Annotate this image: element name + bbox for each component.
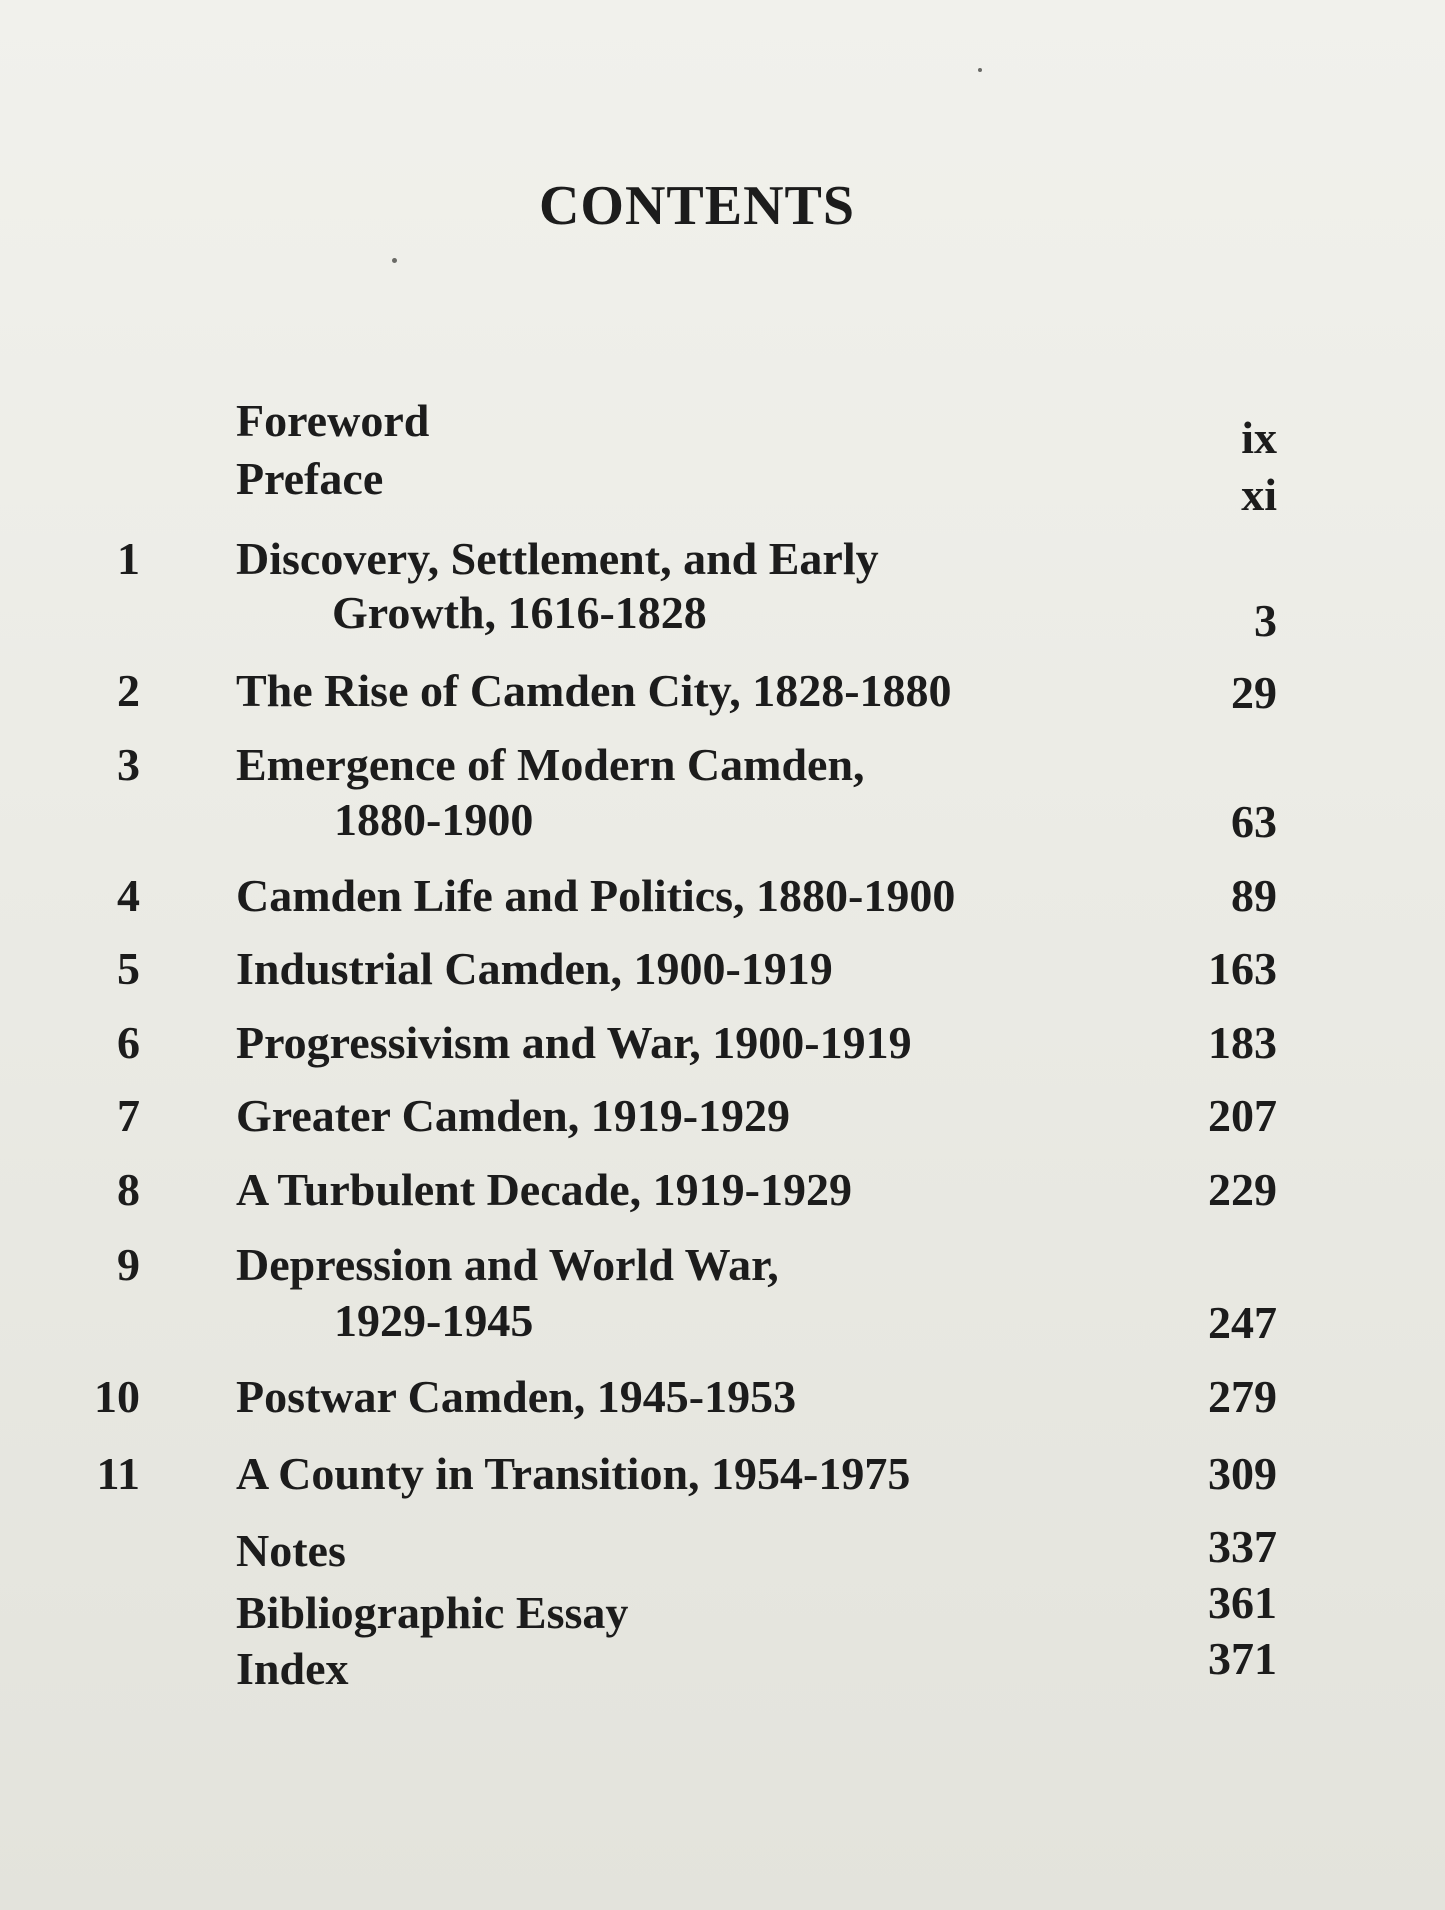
chapter-page-6: 183 [1208,1017,1277,1068]
chapter-number-3: 3 [117,739,140,790]
toc-page-bibliographic-essay: 361 [1208,1577,1277,1628]
toc-page-preface: xi [1241,469,1277,520]
toc-entry-foreword: Foreword [236,395,430,446]
chapter-title-2: The Rise of Camden City, 1828-1880 [236,665,952,716]
chapter-title-5: Industrial Camden, 1900-1919 [236,943,833,994]
chapter-page-10: 279 [1208,1371,1277,1422]
chapter-number-4: 4 [117,870,140,921]
toc-page-foreword: ix [1241,412,1277,463]
chapter-number-11: 11 [96,1448,140,1499]
toc-entry-notes: Notes [236,1525,346,1576]
chapter-title-7: Greater Camden, 1919-1929 [236,1090,791,1141]
chapter-title-8: A Turbulent Decade, 1919-1929 [236,1164,852,1215]
paper-speck [392,258,397,263]
toc-entry-bibliographic-essay: Bibliographic Essay [236,1587,629,1638]
chapter-number-8: 8 [117,1164,140,1215]
chapter-page-8: 229 [1208,1164,1277,1215]
chapter-page-4: 89 [1231,870,1277,921]
chapter-title-9: Depression and World War, [236,1239,779,1290]
chapter-page-3: 63 [1231,796,1277,847]
chapter-title-10: Postwar Camden, 1945-1953 [236,1371,797,1422]
toc-page-index: 371 [1208,1633,1277,1684]
toc-entry-preface: Preface [236,453,384,504]
page-title: CONTENTS [538,175,856,237]
chapter-title-9-continued: 1929-1945 [334,1295,534,1346]
chapter-page-7: 207 [1208,1090,1277,1141]
chapter-page-5: 163 [1208,943,1277,994]
chapter-number-5: 5 [117,943,140,994]
chapter-number-10: 10 [94,1371,140,1422]
chapter-number-9: 9 [117,1239,140,1290]
chapter-number-6: 6 [117,1017,140,1068]
chapter-page-9: 247 [1208,1297,1277,1348]
chapter-title-6: Progressivism and War, 1900-1919 [236,1017,912,1068]
chapter-title-3: Emergence of Modern Camden, [236,739,865,790]
chapter-number-7: 7 [117,1090,140,1141]
chapter-title-4: Camden Life and Politics, 1880-1900 [236,870,956,921]
chapter-title-3-continued: 1880-1900 [334,794,534,845]
chapter-title-1: Discovery, Settlement, and Early [236,533,879,584]
chapter-page-1: 3 [1254,595,1277,646]
chapter-page-11: 309 [1208,1448,1277,1499]
chapter-page-2: 29 [1231,667,1277,718]
paper-speck [978,68,982,72]
toc-entry-index: Index [236,1643,349,1694]
toc-page-notes: 337 [1208,1521,1277,1572]
chapter-number-2: 2 [117,665,140,716]
chapter-number-1: 1 [117,533,140,584]
chapter-title-1-continued: Growth, 1616-1828 [332,587,707,638]
chapter-title-11: A County in Transition, 1954-1975 [236,1448,911,1499]
